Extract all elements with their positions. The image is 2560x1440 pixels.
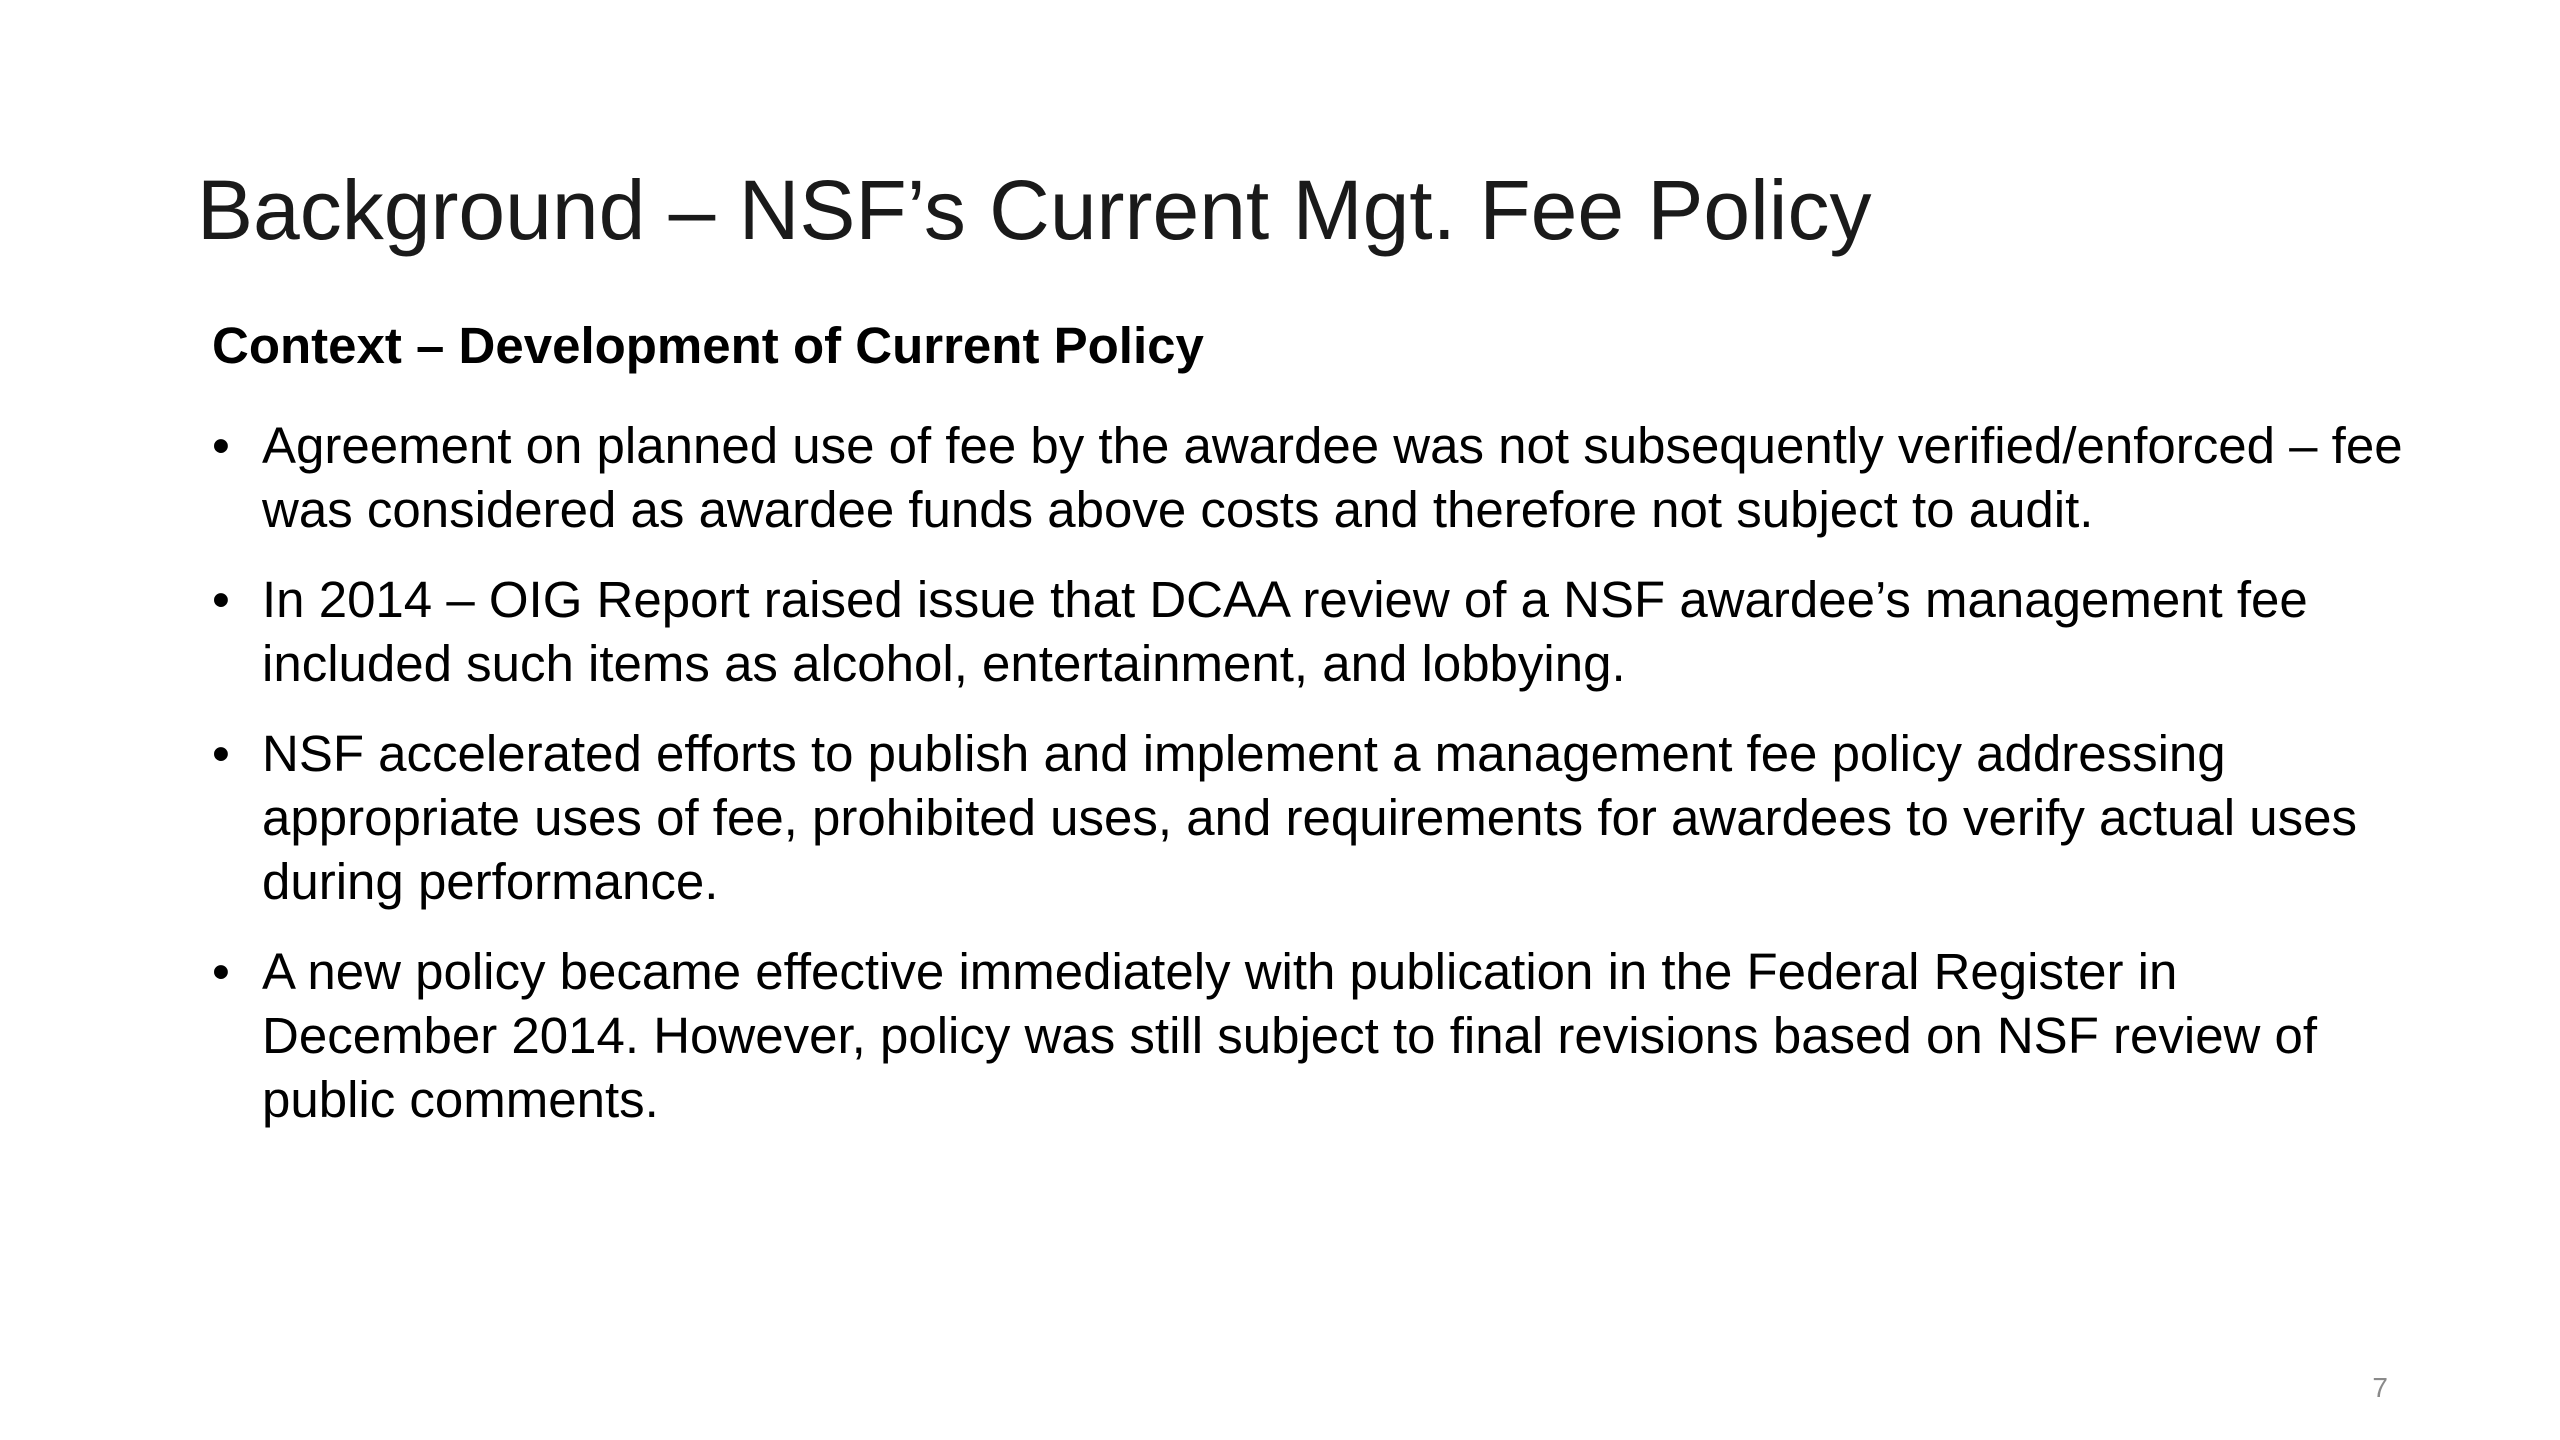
- bullet-text: Agreement on planned use of fee by the awardee was not subsequently verified/enforced – fee was considered as awardee funds above costs and therefore not subject to audit.: [262, 417, 2403, 538]
- bullet-icon: •: [212, 943, 230, 1000]
- bullet-item: [212, 940, 2412, 1132]
- bullet-icon: •: [212, 571, 230, 628]
- bullet-list: [212, 414, 2412, 1132]
- bullet-item: [212, 414, 2412, 542]
- slide-number: 7: [2372, 1372, 2388, 1403]
- bullet-item: [212, 722, 2412, 914]
- bullet-icon: •: [212, 725, 230, 782]
- slide-body: [212, 312, 2412, 1158]
- bullet-text: A new policy became effective immediately with publication in the Federal Register in December 2014. However, policy was still subject to final revisions based on NSF review of public comments.: [262, 943, 2318, 1128]
- bullet-text: NSF accelerated efforts to publish and implement a management fee policy addressing appropriate uses of fee, prohibited uses, and requirements for awardees to verify actual uses during performance.: [262, 725, 2358, 910]
- bullet-text: In 2014 – OIG Report raised issue that DCAA review of a NSF awardee’s management fee included such items as alcohol, entertainment, and lobbying.: [262, 571, 2308, 692]
- bullet-item: [212, 568, 2412, 696]
- slide-title: Background – NSF’s Current Mgt. Fee Policy: [197, 163, 1872, 257]
- bullet-icon: •: [212, 417, 230, 474]
- section-heading: Context – Development of Current Policy: [212, 317, 1204, 374]
